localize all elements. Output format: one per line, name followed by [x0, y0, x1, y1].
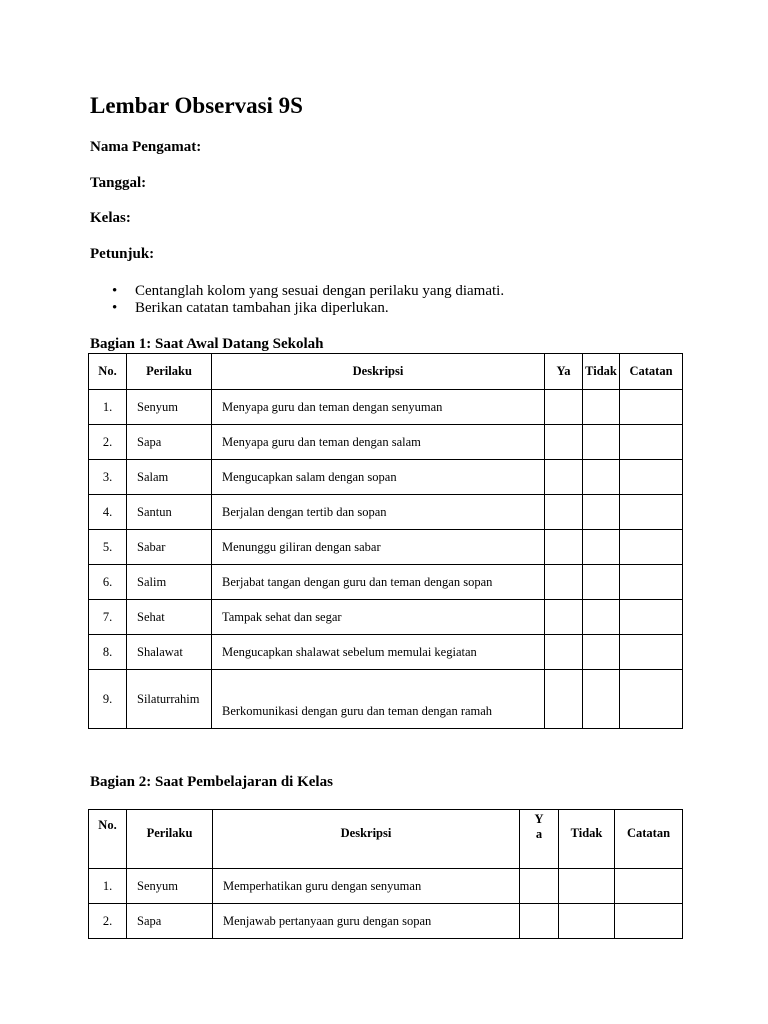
row-number: 3. — [89, 460, 127, 495]
notes-cell[interactable] — [620, 425, 683, 460]
page-title: Lembar Observasi 9S — [90, 93, 303, 118]
row-description: Tampak sehat dan segar — [212, 600, 545, 635]
header-no-answer: Tidak — [559, 810, 615, 869]
row-behavior: Santun — [127, 495, 212, 530]
row-description: Mengucapkan shalawat sebelum memulai kegiatan — [212, 635, 545, 670]
header-no: No. — [89, 354, 127, 390]
header-behavior: Perilaku — [127, 810, 213, 869]
instructions-label: Petunjuk: — [90, 246, 155, 262]
notes-cell[interactable] — [620, 495, 683, 530]
row-behavior: Sapa — [127, 425, 212, 460]
row-description: Menunggu giliran dengan sabar — [212, 530, 545, 565]
table-row — [89, 390, 683, 425]
no-cell[interactable] — [583, 460, 620, 495]
notes-cell[interactable] — [620, 390, 683, 425]
row-behavior: Salam — [127, 460, 212, 495]
row-description: Berjabat tangan dengan guru dan teman dengan sopan — [212, 565, 545, 600]
row-behavior: Shalawat — [127, 635, 212, 670]
row-description: Berkomunikasi dengan guru dan teman dengan ramah — [212, 670, 545, 729]
row-number: 4. — [89, 495, 127, 530]
table-header-row — [89, 354, 683, 390]
row-description: Berjalan dengan tertib dan sopan — [212, 495, 545, 530]
table-row — [89, 869, 683, 904]
row-number: 2. — [89, 425, 127, 460]
yes-cell[interactable] — [520, 869, 559, 904]
row-number: 1. — [89, 390, 127, 425]
section-2-title: Bagian 2: Saat Pembelajaran di Kelas — [90, 774, 333, 790]
no-cell[interactable] — [583, 670, 620, 729]
yes-cell[interactable] — [545, 425, 583, 460]
table-row — [89, 635, 683, 670]
row-number: 2. — [89, 904, 127, 939]
table-row — [89, 600, 683, 635]
yes-cell[interactable] — [545, 460, 583, 495]
no-cell[interactable] — [559, 869, 615, 904]
class-label: Kelas: — [90, 210, 131, 226]
observer-name-label: Nama Pengamat: — [90, 139, 202, 155]
row-number: 8. — [89, 635, 127, 670]
row-description: Menyapa guru dan teman dengan senyuman — [212, 390, 545, 425]
instructions-list — [110, 283, 504, 317]
table-row — [89, 904, 683, 939]
row-number: 1. — [89, 869, 127, 904]
row-behavior: Silaturrahim — [127, 670, 212, 729]
instruction-item: • Berikan catatan tambahan jika diperlukan. — [110, 300, 504, 317]
yes-cell[interactable] — [545, 670, 583, 729]
header-behavior: Perilaku — [127, 354, 212, 390]
section-2-table — [88, 809, 683, 939]
no-cell[interactable] — [583, 565, 620, 600]
row-description: Mengucapkan salam dengan sopan — [212, 460, 545, 495]
row-number: 7. — [89, 600, 127, 635]
row-description: Memperhatikan guru dengan senyuman — [213, 869, 520, 904]
notes-cell[interactable] — [615, 904, 683, 939]
header-notes: Catatan — [615, 810, 683, 869]
yes-cell[interactable] — [520, 904, 559, 939]
header-notes: Catatan — [620, 354, 683, 390]
no-cell[interactable] — [559, 904, 615, 939]
header-yes: Ya — [520, 810, 559, 869]
no-cell[interactable] — [583, 600, 620, 635]
table-row — [89, 670, 683, 729]
header-description: Deskripsi — [213, 810, 520, 869]
section-1-title: Bagian 1: Saat Awal Datang Sekolah — [90, 336, 324, 352]
notes-cell[interactable] — [615, 869, 683, 904]
no-cell[interactable] — [583, 495, 620, 530]
yes-cell[interactable] — [545, 635, 583, 670]
table-row — [89, 530, 683, 565]
notes-cell[interactable] — [620, 460, 683, 495]
no-cell[interactable] — [583, 390, 620, 425]
row-behavior: Senyum — [127, 869, 213, 904]
row-behavior: Sehat — [127, 600, 212, 635]
header-no-answer: Tidak — [583, 354, 620, 390]
row-behavior: Senyum — [127, 390, 212, 425]
table-row — [89, 425, 683, 460]
row-description: Menjawab pertanyaan guru dengan sopan — [213, 904, 520, 939]
yes-cell[interactable] — [545, 390, 583, 425]
notes-cell[interactable] — [620, 565, 683, 600]
table-row — [89, 495, 683, 530]
row-number: 9. — [89, 670, 127, 729]
row-number: 6. — [89, 565, 127, 600]
notes-cell[interactable] — [620, 635, 683, 670]
notes-cell[interactable] — [620, 670, 683, 729]
table-row — [89, 565, 683, 600]
no-cell[interactable] — [583, 425, 620, 460]
header-no: No. — [89, 810, 127, 869]
row-behavior: Salim — [127, 565, 212, 600]
row-behavior: Sapa — [127, 904, 213, 939]
table-row — [89, 460, 683, 495]
yes-cell[interactable] — [545, 565, 583, 600]
section-1-table — [88, 353, 683, 729]
date-label: Tanggal: — [90, 175, 147, 191]
yes-cell[interactable] — [545, 530, 583, 565]
yes-cell[interactable] — [545, 495, 583, 530]
header-description: Deskripsi — [212, 354, 545, 390]
header-yes: Ya — [545, 354, 583, 390]
yes-cell[interactable] — [545, 600, 583, 635]
row-behavior: Sabar — [127, 530, 212, 565]
row-number: 5. — [89, 530, 127, 565]
table-header-row — [89, 810, 683, 869]
instruction-item: • Centanglah kolom yang sesuai dengan perilaku yang diamati. — [110, 283, 504, 300]
row-description: Menyapa guru dan teman dengan salam — [212, 425, 545, 460]
no-cell[interactable] — [583, 635, 620, 670]
notes-cell[interactable] — [620, 600, 683, 635]
no-cell[interactable] — [583, 530, 620, 565]
notes-cell[interactable] — [620, 530, 683, 565]
